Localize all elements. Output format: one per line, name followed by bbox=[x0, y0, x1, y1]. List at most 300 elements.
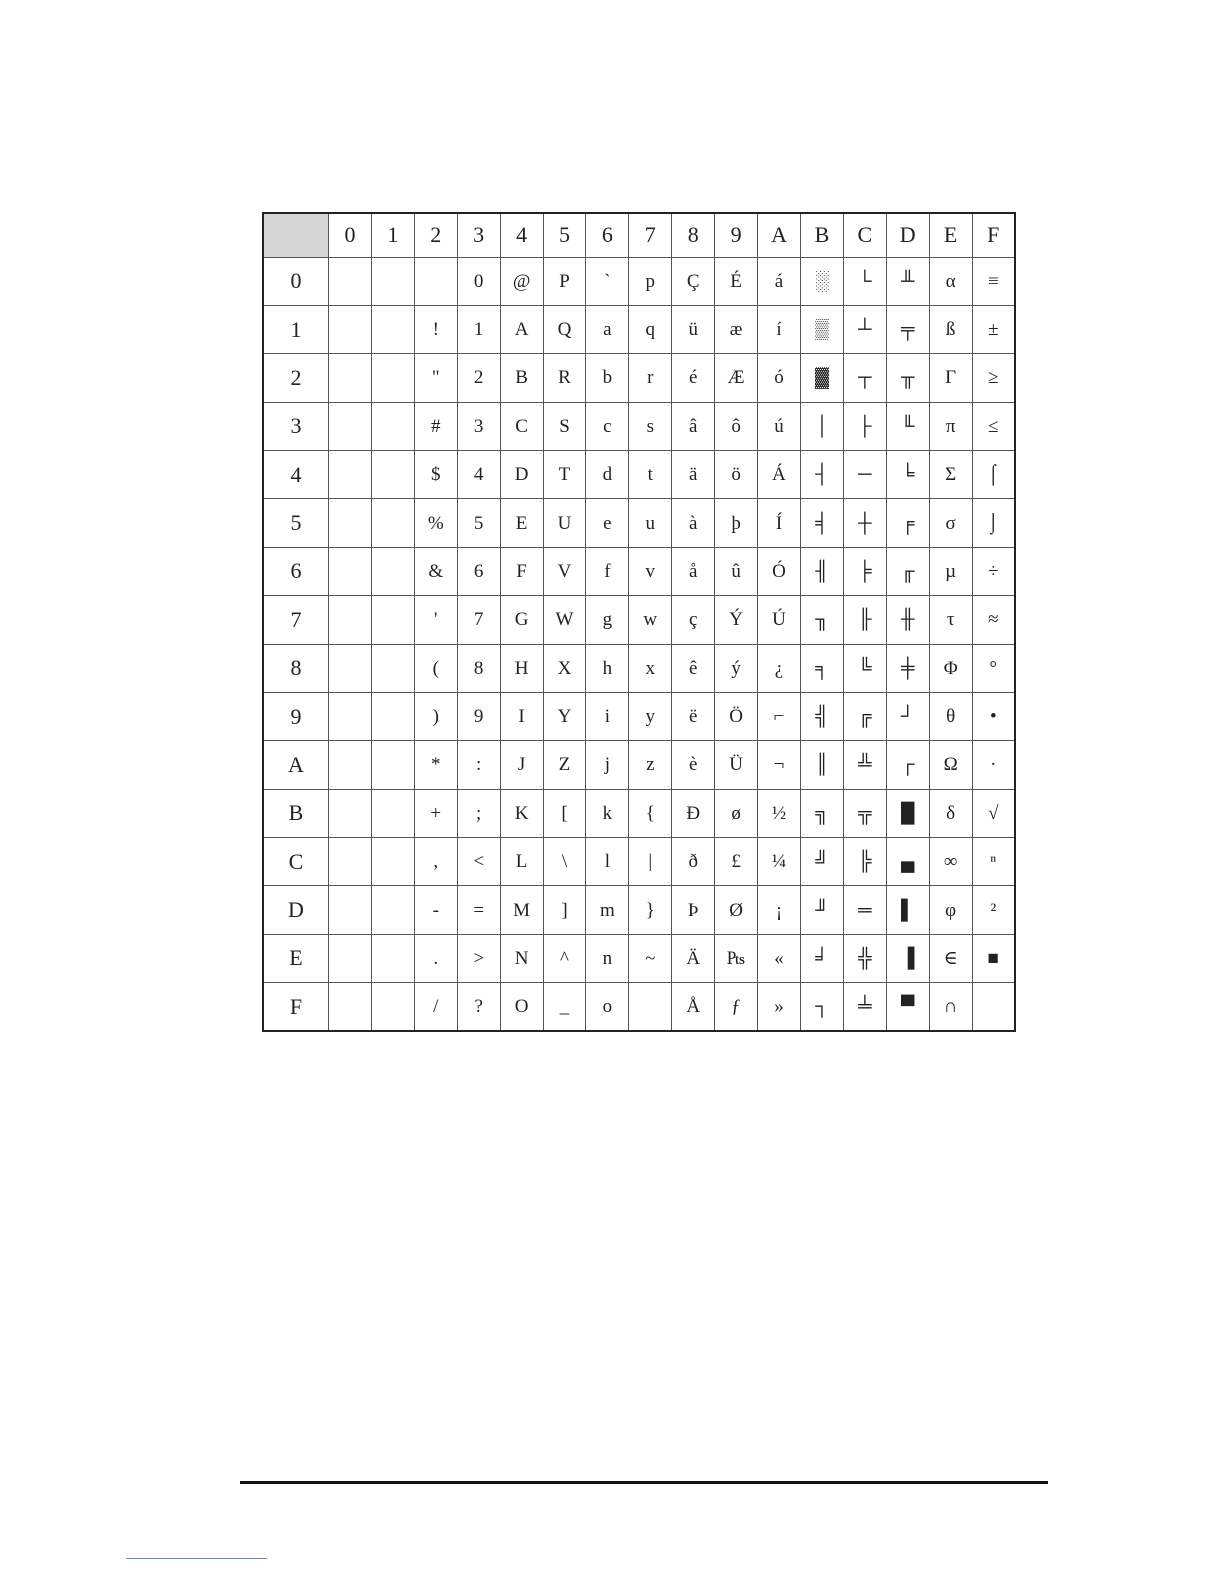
char-cell bbox=[715, 741, 758, 789]
glyph: N bbox=[514, 947, 529, 969]
row-header: 4 bbox=[263, 451, 329, 499]
char-cell bbox=[586, 789, 629, 837]
char-cell bbox=[371, 499, 414, 547]
glyph: « bbox=[774, 947, 784, 969]
glyph: þ bbox=[731, 512, 741, 534]
glyph: ╚ bbox=[858, 657, 872, 679]
char-cell bbox=[929, 499, 972, 547]
glyph: ⁿ bbox=[990, 851, 997, 873]
glyph: ─ bbox=[858, 464, 872, 486]
char-cell bbox=[371, 644, 414, 692]
char-cell bbox=[758, 644, 801, 692]
char-cell bbox=[929, 644, 972, 692]
char-cell bbox=[672, 499, 715, 547]
glyph: ■ bbox=[987, 947, 1000, 969]
char-cell bbox=[758, 789, 801, 837]
char-cell bbox=[457, 934, 500, 982]
char-cell bbox=[586, 644, 629, 692]
char-cell bbox=[715, 402, 758, 450]
glyph: - bbox=[432, 899, 439, 921]
char-cell bbox=[672, 838, 715, 886]
glyph: Z bbox=[558, 754, 571, 776]
glyph: f bbox=[604, 560, 611, 582]
char-cell bbox=[371, 402, 414, 450]
char-cell bbox=[414, 499, 457, 547]
char-cell bbox=[972, 305, 1015, 353]
char-cell bbox=[929, 934, 972, 982]
char-cell bbox=[758, 354, 801, 402]
glyph: ╠ bbox=[858, 851, 872, 873]
char-cell bbox=[886, 354, 929, 402]
char-cell bbox=[414, 402, 457, 450]
char-cell bbox=[586, 451, 629, 499]
char-cell bbox=[543, 547, 586, 595]
char-cell bbox=[758, 547, 801, 595]
char-cell bbox=[800, 741, 843, 789]
char-cell bbox=[715, 354, 758, 402]
glyph: W bbox=[555, 609, 574, 631]
char-cell bbox=[758, 402, 801, 450]
column-header: 1 bbox=[371, 213, 414, 257]
char-cell bbox=[672, 257, 715, 305]
glyph: ~ bbox=[645, 947, 656, 969]
glyph: É bbox=[730, 270, 742, 292]
glyph: n bbox=[602, 947, 613, 969]
glyph: ! bbox=[432, 319, 439, 341]
glyph: 0 bbox=[473, 270, 484, 292]
char-cell bbox=[972, 886, 1015, 934]
row-header: 3 bbox=[263, 402, 329, 450]
glyph: x bbox=[645, 657, 656, 679]
row-header: E bbox=[263, 934, 329, 982]
glyph: ╝ bbox=[815, 851, 829, 873]
corner-cell bbox=[263, 213, 329, 257]
glyph: l bbox=[604, 851, 611, 873]
char-cell bbox=[500, 257, 543, 305]
char-cell bbox=[586, 983, 629, 1031]
char-cell bbox=[629, 499, 672, 547]
glyph: T bbox=[558, 464, 571, 486]
glyph: ╩ bbox=[858, 754, 872, 776]
table-row bbox=[263, 451, 1015, 499]
glyph: û bbox=[731, 560, 741, 582]
glyph: ý bbox=[731, 657, 741, 679]
char-cell bbox=[371, 354, 414, 402]
glyph: : bbox=[476, 754, 482, 776]
char-cell bbox=[672, 741, 715, 789]
column-header: 7 bbox=[629, 213, 672, 257]
char-cell bbox=[800, 305, 843, 353]
glyph: c bbox=[603, 415, 612, 437]
char-cell bbox=[972, 257, 1015, 305]
char-cell bbox=[543, 692, 586, 740]
glyph: Ç bbox=[686, 270, 700, 292]
glyph: ╓ bbox=[901, 560, 915, 582]
char-cell bbox=[329, 257, 372, 305]
char-cell bbox=[886, 596, 929, 644]
table-row bbox=[263, 257, 1015, 305]
row-header: 5 bbox=[263, 499, 329, 547]
char-cell bbox=[929, 983, 972, 1031]
char-cell bbox=[972, 451, 1015, 499]
glyph: K bbox=[514, 802, 529, 824]
glyph: ¡ bbox=[775, 899, 783, 921]
glyph: Q bbox=[557, 319, 572, 341]
char-cell bbox=[586, 354, 629, 402]
char-cell bbox=[329, 692, 372, 740]
char-cell bbox=[886, 499, 929, 547]
column-header: 4 bbox=[500, 213, 543, 257]
glyph: X bbox=[557, 657, 572, 679]
column-header: 8 bbox=[672, 213, 715, 257]
char-cell bbox=[371, 692, 414, 740]
glyph: ╒ bbox=[901, 512, 915, 534]
glyph: g bbox=[602, 609, 613, 631]
glyph: ö bbox=[731, 464, 741, 486]
glyph: ╔ bbox=[858, 706, 872, 728]
char-cell bbox=[886, 741, 929, 789]
glyph: ▐ bbox=[901, 947, 915, 969]
glyph: ð bbox=[688, 851, 698, 873]
glyph: ¼ bbox=[771, 851, 787, 873]
char-cell bbox=[800, 644, 843, 692]
table-row bbox=[263, 934, 1015, 982]
char-cell bbox=[586, 886, 629, 934]
glyph: 6 bbox=[473, 560, 484, 582]
glyph: ╣ bbox=[815, 706, 829, 728]
glyph: % bbox=[427, 512, 444, 534]
char-cell bbox=[715, 886, 758, 934]
glyph: ƒ bbox=[731, 996, 741, 1018]
glyph: ▌ bbox=[901, 899, 915, 921]
char-cell bbox=[414, 789, 457, 837]
glyph: V bbox=[557, 560, 572, 582]
glyph: Σ bbox=[945, 464, 957, 486]
char-cell bbox=[586, 499, 629, 547]
row-header: D bbox=[263, 886, 329, 934]
row-header: 0 bbox=[263, 257, 329, 305]
char-cell bbox=[715, 596, 758, 644]
glyph: & bbox=[428, 560, 444, 582]
char-cell bbox=[457, 305, 500, 353]
char-cell bbox=[715, 451, 758, 499]
char-cell bbox=[329, 305, 372, 353]
char-cell bbox=[586, 547, 629, 595]
char-cell bbox=[629, 934, 672, 982]
glyph: ¬ bbox=[773, 754, 785, 776]
glyph: ó bbox=[774, 367, 784, 389]
char-cell bbox=[371, 451, 414, 499]
char-cell bbox=[586, 838, 629, 886]
char-cell bbox=[371, 983, 414, 1031]
char-cell bbox=[843, 838, 886, 886]
char-cell bbox=[543, 451, 586, 499]
char-cell bbox=[543, 402, 586, 450]
char-cell bbox=[457, 451, 500, 499]
char-cell bbox=[414, 596, 457, 644]
char-cell bbox=[929, 886, 972, 934]
char-cell bbox=[500, 451, 543, 499]
glyph: α bbox=[945, 270, 956, 292]
glyph: £ bbox=[731, 851, 741, 873]
char-cell bbox=[500, 547, 543, 595]
glyph: R bbox=[558, 367, 571, 389]
char-cell bbox=[929, 838, 972, 886]
char-cell bbox=[414, 257, 457, 305]
row-header: 7 bbox=[263, 596, 329, 644]
glyph: ╗ bbox=[815, 802, 829, 824]
char-cell bbox=[929, 257, 972, 305]
glyph: ê bbox=[688, 657, 698, 679]
glyph: 1 bbox=[473, 319, 484, 341]
glyph: ╧ bbox=[858, 996, 872, 1018]
glyph: ╬ bbox=[858, 947, 872, 969]
glyph: ═ bbox=[858, 899, 872, 921]
glyph: { bbox=[645, 802, 655, 824]
char-cell bbox=[715, 257, 758, 305]
glyph: ∩ bbox=[943, 996, 958, 1018]
char-cell bbox=[543, 838, 586, 886]
char-cell bbox=[500, 305, 543, 353]
glyph: â bbox=[688, 415, 698, 437]
glyph: G bbox=[514, 609, 529, 631]
glyph: ß bbox=[945, 319, 956, 341]
char-cell bbox=[672, 934, 715, 982]
glyph: ╛ bbox=[815, 947, 829, 969]
table-row bbox=[263, 838, 1015, 886]
character-set-table bbox=[262, 212, 1016, 1032]
row-header: 2 bbox=[263, 354, 329, 402]
char-cell bbox=[543, 983, 586, 1031]
char-cell bbox=[758, 596, 801, 644]
glyph: 8 bbox=[473, 657, 484, 679]
char-cell bbox=[843, 499, 886, 547]
char-cell bbox=[500, 741, 543, 789]
table-row bbox=[263, 692, 1015, 740]
char-cell bbox=[672, 402, 715, 450]
table-row bbox=[263, 741, 1015, 789]
glyph: ▀ bbox=[901, 996, 915, 1018]
char-cell bbox=[929, 547, 972, 595]
column-header: 3 bbox=[457, 213, 500, 257]
char-cell bbox=[414, 305, 457, 353]
char-cell bbox=[929, 596, 972, 644]
glyph: » bbox=[774, 996, 784, 1018]
glyph: S bbox=[559, 415, 570, 437]
glyph: ° bbox=[989, 657, 998, 679]
char-cell bbox=[457, 257, 500, 305]
char-cell bbox=[500, 499, 543, 547]
char-cell bbox=[886, 257, 929, 305]
char-cell bbox=[843, 741, 886, 789]
glyph: Þ bbox=[687, 899, 699, 921]
char-cell bbox=[629, 596, 672, 644]
column-header: B bbox=[800, 213, 843, 257]
glyph: H bbox=[514, 657, 529, 679]
char-cell bbox=[800, 838, 843, 886]
char-cell bbox=[886, 789, 929, 837]
char-cell bbox=[500, 354, 543, 402]
glyph: ┬ bbox=[858, 367, 872, 389]
char-cell bbox=[500, 983, 543, 1031]
glyph: Ω bbox=[943, 754, 958, 776]
glyph: ≈ bbox=[988, 609, 999, 631]
char-cell bbox=[758, 499, 801, 547]
column-header: 9 bbox=[715, 213, 758, 257]
char-cell bbox=[843, 789, 886, 837]
glyph: ║ bbox=[815, 754, 829, 776]
char-cell bbox=[414, 692, 457, 740]
char-cell bbox=[629, 547, 672, 595]
char-cell bbox=[758, 692, 801, 740]
char-cell bbox=[629, 402, 672, 450]
glyph: ╨ bbox=[901, 270, 915, 292]
glyph: e bbox=[603, 512, 612, 534]
glyph: ½ bbox=[771, 802, 787, 824]
char-cell bbox=[329, 741, 372, 789]
char-cell bbox=[543, 596, 586, 644]
glyph: h bbox=[602, 657, 613, 679]
glyph: i bbox=[604, 706, 611, 728]
glyph: á bbox=[774, 270, 784, 292]
glyph: ] bbox=[561, 899, 568, 921]
glyph: ¿ bbox=[774, 657, 784, 679]
glyph: s bbox=[646, 415, 654, 437]
glyph: 5 bbox=[473, 512, 484, 534]
table-row bbox=[263, 596, 1015, 644]
char-cell bbox=[886, 934, 929, 982]
char-cell bbox=[457, 596, 500, 644]
char-cell bbox=[329, 354, 372, 402]
char-cell bbox=[543, 886, 586, 934]
glyph: F bbox=[516, 560, 527, 582]
glyph: í bbox=[776, 319, 782, 341]
char-cell bbox=[929, 305, 972, 353]
char-cell bbox=[800, 789, 843, 837]
glyph: 4 bbox=[473, 464, 484, 486]
char-cell bbox=[672, 305, 715, 353]
glyph: ╪ bbox=[901, 657, 915, 679]
glyph: ç bbox=[688, 609, 698, 631]
char-cell bbox=[457, 354, 500, 402]
char-cell bbox=[457, 402, 500, 450]
glyph: u bbox=[645, 512, 656, 534]
glyph: ⌡ bbox=[987, 512, 1000, 534]
char-cell bbox=[329, 596, 372, 644]
glyph: π bbox=[945, 415, 956, 437]
char-cell bbox=[972, 596, 1015, 644]
char-cell bbox=[543, 644, 586, 692]
char-cell bbox=[371, 305, 414, 353]
char-cell bbox=[457, 499, 500, 547]
char-cell bbox=[758, 451, 801, 499]
char-cell bbox=[629, 257, 672, 305]
row-header: A bbox=[263, 741, 329, 789]
char-cell bbox=[500, 886, 543, 934]
glyph: 7 bbox=[473, 609, 484, 631]
glyph: ╙ bbox=[901, 415, 915, 437]
glyph: ≤ bbox=[988, 415, 999, 437]
char-cell bbox=[457, 789, 500, 837]
glyph: ╡ bbox=[815, 512, 829, 534]
glyph: │ bbox=[815, 415, 829, 437]
char-cell bbox=[800, 983, 843, 1031]
char-cell bbox=[371, 838, 414, 886]
glyph: ≥ bbox=[988, 367, 999, 389]
char-cell bbox=[629, 644, 672, 692]
glyph: ' bbox=[434, 609, 438, 631]
char-cell bbox=[414, 644, 457, 692]
char-cell bbox=[457, 983, 500, 1031]
glyph: @ bbox=[512, 270, 531, 292]
glyph: Ö bbox=[729, 706, 743, 728]
char-cell bbox=[929, 451, 972, 499]
char-cell bbox=[972, 354, 1015, 402]
char-cell bbox=[672, 789, 715, 837]
char-cell bbox=[543, 789, 586, 837]
glyph: φ bbox=[945, 899, 957, 921]
char-cell bbox=[500, 402, 543, 450]
row-header: 6 bbox=[263, 547, 329, 595]
glyph: d bbox=[602, 464, 613, 486]
char-cell bbox=[414, 354, 457, 402]
char-cell bbox=[371, 257, 414, 305]
glyph: ø bbox=[731, 802, 741, 824]
glyph: ( bbox=[432, 657, 439, 679]
glyph: ┼ bbox=[858, 512, 872, 534]
row-header: 8 bbox=[263, 644, 329, 692]
char-cell bbox=[371, 789, 414, 837]
glyph: ╢ bbox=[815, 560, 829, 582]
char-cell bbox=[500, 692, 543, 740]
char-cell bbox=[972, 499, 1015, 547]
glyph: j bbox=[604, 754, 611, 776]
char-cell bbox=[800, 886, 843, 934]
char-cell bbox=[329, 547, 372, 595]
char-cell bbox=[715, 499, 758, 547]
char-cell bbox=[457, 644, 500, 692]
char-cell bbox=[886, 886, 929, 934]
glyph: ┘ bbox=[901, 706, 915, 728]
char-cell bbox=[629, 305, 672, 353]
char-cell bbox=[672, 354, 715, 402]
table-row bbox=[263, 305, 1015, 353]
char-cell bbox=[414, 451, 457, 499]
char-cell bbox=[800, 934, 843, 982]
char-cell bbox=[414, 886, 457, 934]
char-cell bbox=[758, 983, 801, 1031]
char-cell bbox=[629, 838, 672, 886]
char-cell bbox=[629, 692, 672, 740]
glyph: C bbox=[515, 415, 528, 437]
row-header: C bbox=[263, 838, 329, 886]
char-cell bbox=[500, 789, 543, 837]
char-cell bbox=[371, 886, 414, 934]
column-header: E bbox=[929, 213, 972, 257]
glyph: ë bbox=[688, 706, 698, 728]
glyph: E bbox=[515, 512, 528, 534]
char-cell bbox=[758, 741, 801, 789]
char-cell bbox=[672, 451, 715, 499]
column-header: 0 bbox=[329, 213, 372, 257]
glyph: ü bbox=[688, 319, 698, 341]
char-cell bbox=[843, 934, 886, 982]
glyph: ? bbox=[474, 996, 483, 1018]
glyph: < bbox=[473, 851, 485, 873]
char-cell bbox=[800, 499, 843, 547]
char-cell bbox=[972, 789, 1015, 837]
glyph: Ó bbox=[772, 560, 786, 582]
